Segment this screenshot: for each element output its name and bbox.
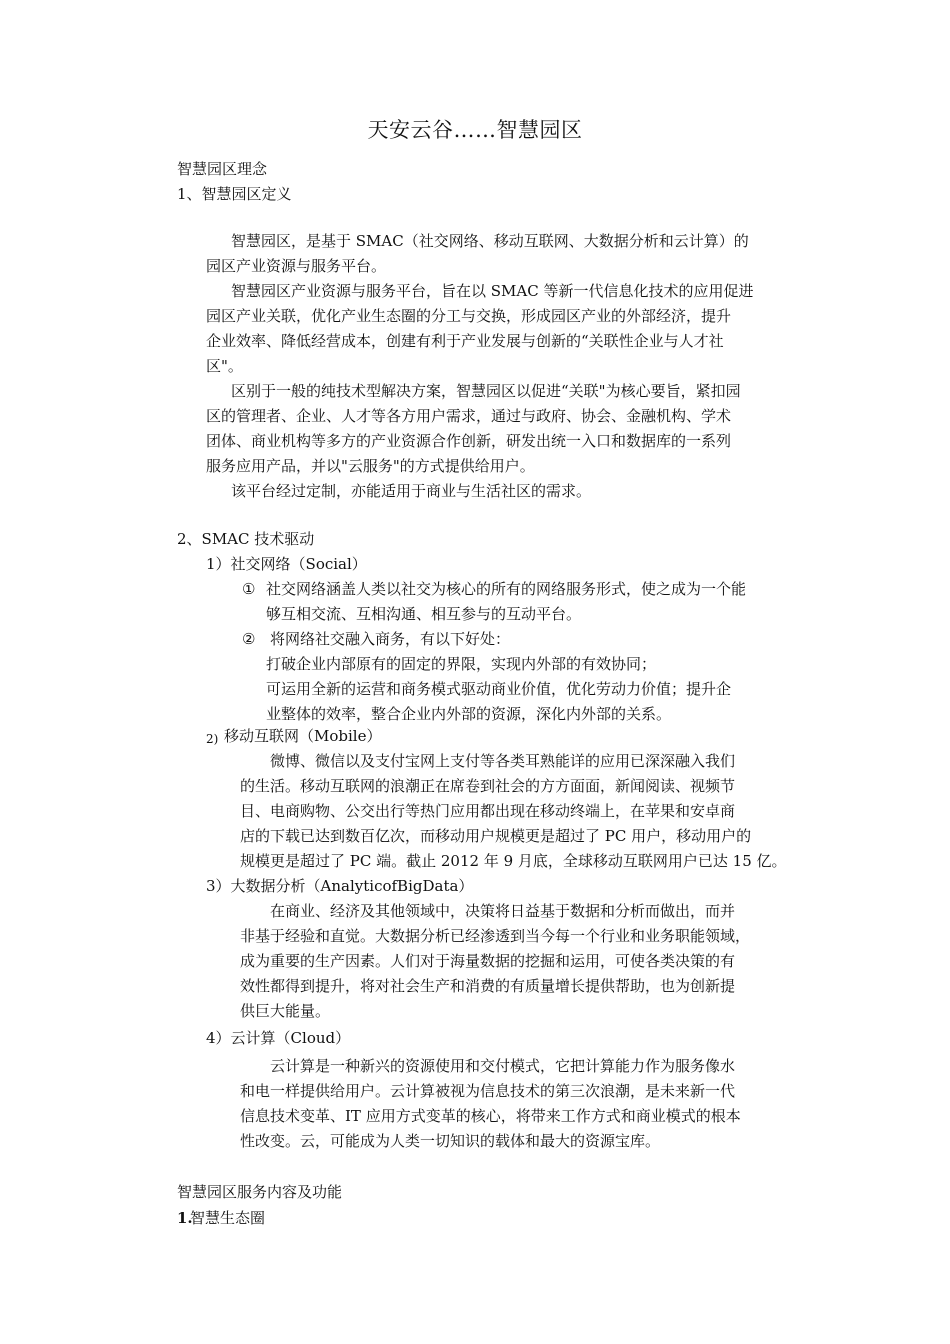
social-item1-line-1: 社交网络涵盖人类以社交为核心的所有的网络服务形式，使之成为一个能 xyxy=(266,580,747,598)
social-benefit2-line-2: 业整体的效率，整合企业内外部的资源，深化内外部的关系。 xyxy=(266,705,672,723)
bigdata-para-line-1: 在商业、经济及其他领域中，决策将日益基于数据和分析而做出，而并 xyxy=(270,902,736,920)
cloud-para-line-1: 云计算是一种新兴的资源使用和交付模式，它把计算能力作为服务像水 xyxy=(270,1057,736,1075)
eco-heading-text: 智慧生态圈 xyxy=(190,1209,266,1227)
social-item2: 将网络社交融入商务，有以下好处： xyxy=(270,630,511,648)
eco-heading-number: 1. xyxy=(177,1209,193,1227)
def-p3-line-3: 团体、商业机构等多方的产业资源合作创新，研发出统一入口和数据库的一系列 xyxy=(206,432,732,450)
def-p3-line-4: 服务应用产品，并以"云服务"的方式提供给用户。 xyxy=(206,457,535,475)
social-heading: 1）社交网络（Social） xyxy=(206,555,367,573)
mobile-heading: 移动互联网（Mobile） xyxy=(224,727,382,745)
bigdata-para-line-5: 供巨大能量。 xyxy=(240,1002,331,1020)
cloud-heading: 4）云计算（Cloud） xyxy=(206,1029,351,1047)
def-p2-line-4: 区"。 xyxy=(206,357,243,375)
social-item2-marker: ② xyxy=(242,630,256,648)
cloud-para-line-4: 性改变。云，可能成为人类一切知识的载体和最大的资源宝库。 xyxy=(240,1132,661,1150)
mobile-para-line-1: 微博、微信以及支付宝网上支付等各类耳熟能详的应用已深深融入我们 xyxy=(270,752,736,770)
def-p2-line-2: 园区产业关联，优化产业生态圈的分工与交换，形成园区产业的外部经济，提升 xyxy=(206,307,732,325)
cloud-para-line-3: 信息技术变革、IT 应用方式变革的核心，将带来工作方式和商业模式的根本 xyxy=(240,1107,741,1125)
subheading-definition: 1、智慧园区定义 xyxy=(177,185,292,203)
social-item1-marker: ① xyxy=(242,580,256,598)
def-p1-line-2: 园区产业资源与服务平台。 xyxy=(206,257,387,275)
def-p4: 该平台经过定制，亦能适用于商业与生活社区的需求。 xyxy=(231,482,592,500)
mobile-para-line-4: 店的下载已达到数百亿次，而移动用户规模更是超过了 PC 用户，移动用户的 xyxy=(240,827,752,845)
bigdata-para-line-3: 成为重要的生产因素。人们对于海量数据的挖掘和运用，可使各类决策的有 xyxy=(240,952,736,970)
section-heading-services: 智慧园区服务内容及功能 xyxy=(177,1183,343,1201)
subheading-smac: 2、SMAC 技术驱动 xyxy=(177,530,315,548)
def-p2-line-1: 智慧园区产业资源与服务平台，旨在以 SMAC 等新一代信息化技术的应用促进 xyxy=(231,282,754,300)
def-p2-line-3: 企业效率、降低经营成本，创建有利于产业发展与创新的“关联性企业与人才社 xyxy=(206,332,724,350)
social-benefit2-line-1: 可运用全新的运营和商务模式驱动商业价值，优化劳动力价值；提升企 xyxy=(266,680,732,698)
def-p3-line-1: 区别于一般的纯技术型解决方案，智慧园区以促进“关联"为核心要旨，紧扣园 xyxy=(231,382,741,400)
mobile-para-line-3: 目、电商购物、公交出行等热门应用都出现在移动终端上，在苹果和安卓商 xyxy=(240,802,736,820)
bigdata-heading: 3）大数据分析（AnalyticofBigData） xyxy=(206,877,474,895)
def-p1-line-1: 智慧园区，是基于 SMAC（社交网络、移动互联网、大数据分析和云计算）的 xyxy=(231,232,749,250)
section-heading-concept: 智慧园区理念 xyxy=(177,160,268,178)
mobile-number: 2) xyxy=(206,732,219,746)
social-item1-line-2: 够互相交流、互相沟通、相互参与的互动平台。 xyxy=(266,605,582,623)
cloud-para-line-2: 和电一样提供给用户。云计算被视为信息技术的第三次浪潮，是未来新一代 xyxy=(240,1082,736,1100)
bigdata-para-line-2: 非基于经验和直觉。大数据分析已经渗透到当今每一个行业和业务职能领域， xyxy=(240,927,751,945)
def-p3-line-2: 区的管理者、企业、人才等各方用户需求，通过与政府、协会、金融机构、学术 xyxy=(206,407,732,425)
document-title: 天安云谷……智慧园区 xyxy=(367,118,583,142)
bigdata-para-line-4: 效性都得到提升，将对社会生产和消费的有质量增长提供帮助，也为创新提 xyxy=(240,977,736,995)
mobile-para-line-5: 规模更是超过了 PC 端。截止 2012 年 9 月底，全球移动互联网用户已达 15 亿。 xyxy=(240,852,787,870)
mobile-para-line-2: 的生活。移动互联网的浪潮正在席卷到社会的方方面面，新闻阅读、视频节 xyxy=(240,777,736,795)
social-benefit1: 打破企业内部原有的固定的界限，实现内外部的有效协同； xyxy=(266,655,657,673)
